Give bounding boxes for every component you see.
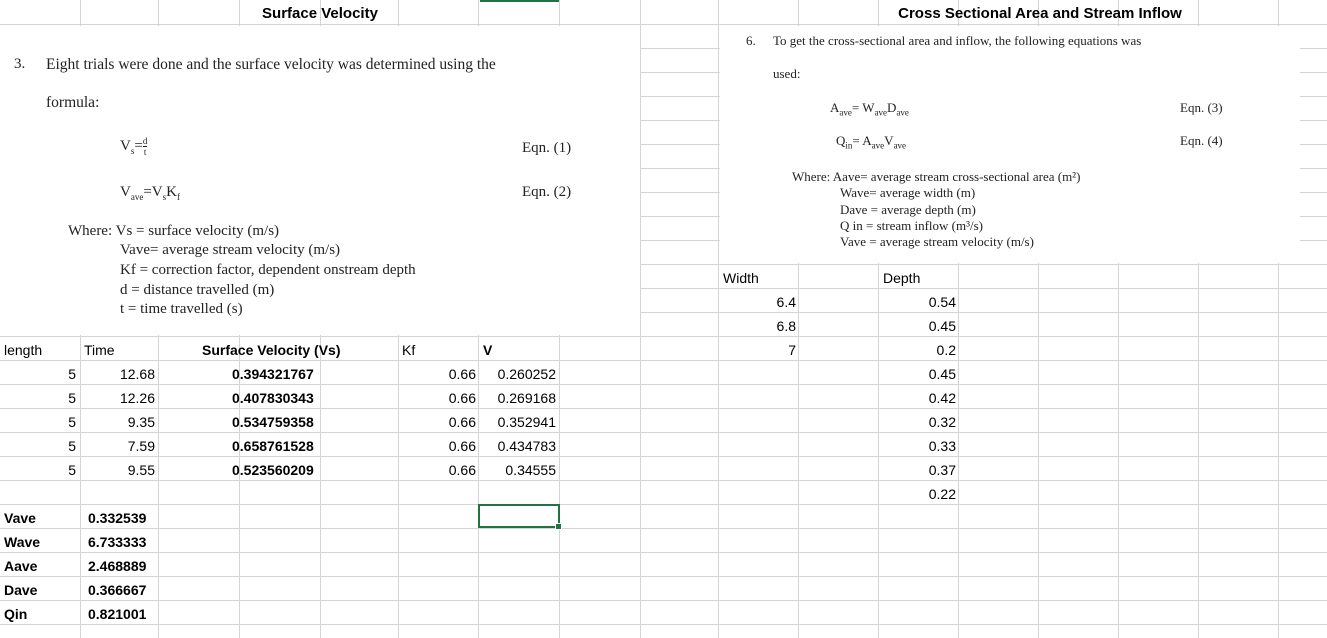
cell-v[interactable]: 0.269168 (497, 390, 556, 406)
summary-label[interactable]: Dave (4, 582, 38, 598)
cell-length[interactable]: 5 (68, 438, 76, 454)
cell-v[interactable]: 0.34555 (505, 462, 556, 478)
cell-surface-velocity[interactable]: 0.523560209 (232, 462, 314, 478)
header-surface-velocity[interactable]: Surface Velocity (262, 5, 378, 22)
cell-length[interactable]: 5 (68, 390, 76, 406)
active-cell-selection[interactable] (478, 504, 560, 528)
cell-v[interactable]: 0.352941 (497, 414, 556, 430)
summary-label[interactable]: Wave (4, 534, 41, 550)
summary-value[interactable]: 0.821001 (88, 606, 147, 622)
cell-depth[interactable]: 0.22 (928, 486, 956, 502)
cell-depth[interactable]: 0.32 (928, 414, 956, 430)
where-line-right-5: Vave = average stream velocity (m/s) (840, 234, 1034, 249)
cell-length[interactable]: 5 (68, 462, 76, 478)
cell-depth[interactable]: 0.45 (928, 318, 956, 334)
equation-2-label: Eqn. (2) (522, 184, 572, 200)
equation-3-label: Eqn. (3) (1180, 100, 1223, 115)
cell-time[interactable]: 12.26 (119, 390, 155, 406)
cell-kf[interactable]: 0.66 (448, 390, 476, 406)
col-header-width[interactable]: Width (723, 270, 759, 286)
cell-kf[interactable]: 0.66 (448, 366, 476, 382)
intro-line-right-1: To get the cross-sectional area and inflow, the following equations was (773, 33, 1142, 48)
item-number-right: 6. (746, 33, 756, 48)
where-line-right-2: Wave= average width (m) (840, 185, 976, 200)
equation-3: $A_{ave}= W_{ave}D_{ave}$ (830, 100, 909, 118)
summary-value[interactable]: 2.468889 (88, 558, 147, 574)
equation-2: $V_{ave}=V_sK_f$ (120, 184, 180, 202)
summary-value[interactable]: 6.733333 (88, 534, 147, 550)
cell-v[interactable]: 0.260252 (497, 366, 556, 382)
header-cross-section[interactable]: Cross Sectional Area and Stream Inflow (898, 5, 1182, 22)
summary-label[interactable]: Qin (4, 606, 28, 622)
cell-kf[interactable]: 0.66 (448, 438, 476, 454)
cell-length[interactable]: 5 (68, 414, 76, 430)
cell-depth[interactable]: 0.33 (928, 438, 956, 454)
where-line-right-3: Dave = average depth (m) (840, 202, 976, 217)
intro-line-1: Eight trials were done and the surface velocity was determined using the (46, 56, 496, 73)
cell-kf[interactable]: 0.66 (448, 462, 476, 478)
cell-surface-velocity[interactable]: 0.534759358 (232, 414, 314, 430)
col-header-depth[interactable]: Depth (883, 270, 921, 286)
cell-surface-velocity[interactable]: 0.658761528 (232, 438, 314, 454)
where-line-2: Vave= average stream velocity (m/s) (120, 242, 341, 258)
col-header-time[interactable]: Time (84, 342, 115, 358)
cell-v[interactable]: 0.434783 (497, 438, 556, 454)
cell-width[interactable]: 6.4 (776, 294, 796, 310)
col-header-kf[interactable]: Kf (402, 342, 416, 358)
where-line-right-1: Where: Aave= average stream cross-sectional area (m²) (792, 169, 1081, 184)
summary-label[interactable]: Aave (4, 558, 38, 574)
summary-label[interactable]: Vave (4, 510, 36, 526)
cell-surface-velocity[interactable]: 0.394321767 (232, 366, 314, 382)
where-line-3: Kf = correction factor, dependent onstream depth (120, 262, 416, 278)
cell-depth[interactable]: 0.42 (928, 390, 956, 406)
cell-width[interactable]: 7 (788, 342, 796, 358)
cell-length[interactable]: 5 (68, 366, 76, 382)
cell-surface-velocity[interactable]: 0.407830343 (232, 390, 314, 406)
where-line-1: Where: Vs = surface velocity (m/s) (68, 223, 280, 239)
col-header-v[interactable]: V (483, 342, 493, 358)
where-line-4: d = distance travelled (m) (120, 282, 275, 298)
cell-depth[interactable]: 0.2 (936, 342, 956, 358)
intro-line-right-2: used: (773, 66, 801, 81)
equation-4-label: Eqn. (4) (1180, 133, 1223, 148)
where-line-right-4: Q in = stream inflow (m³/s) (840, 218, 984, 233)
cell-time[interactable]: 9.55 (127, 462, 155, 478)
cell-depth[interactable]: 0.54 (928, 294, 956, 310)
col-header-surface-velocity[interactable]: Surface Velocity (Vs) (202, 342, 341, 358)
cell-kf[interactable]: 0.66 (448, 414, 476, 430)
cell-depth[interactable]: 0.45 (928, 366, 956, 382)
cell-time[interactable]: 7.59 (127, 438, 155, 454)
intro-line-2: formula: (46, 94, 100, 111)
cell-time[interactable]: 12.68 (119, 366, 155, 382)
summary-value[interactable]: 0.366667 (88, 582, 147, 598)
pasted-document-left[interactable] (0, 26, 640, 335)
equation-4: $Q_{in}= A_{ave}V_{ave}$ (836, 133, 907, 151)
summary-value[interactable]: 0.332539 (88, 510, 147, 526)
equation-1-label: Eqn. (1) (522, 140, 572, 156)
cell-depth[interactable]: 0.37 (928, 462, 956, 478)
col-header-length[interactable]: length (4, 342, 43, 358)
equation-1: $V_s=$ $\frac{d}{t}$ (120, 136, 148, 157)
pasted-document-right[interactable] (720, 26, 1300, 263)
where-line-5: t = time travelled (s) (120, 301, 243, 317)
cell-time[interactable]: 9.35 (127, 414, 155, 430)
item-number: 3. (14, 56, 26, 72)
cell-width[interactable]: 6.8 (776, 318, 796, 334)
